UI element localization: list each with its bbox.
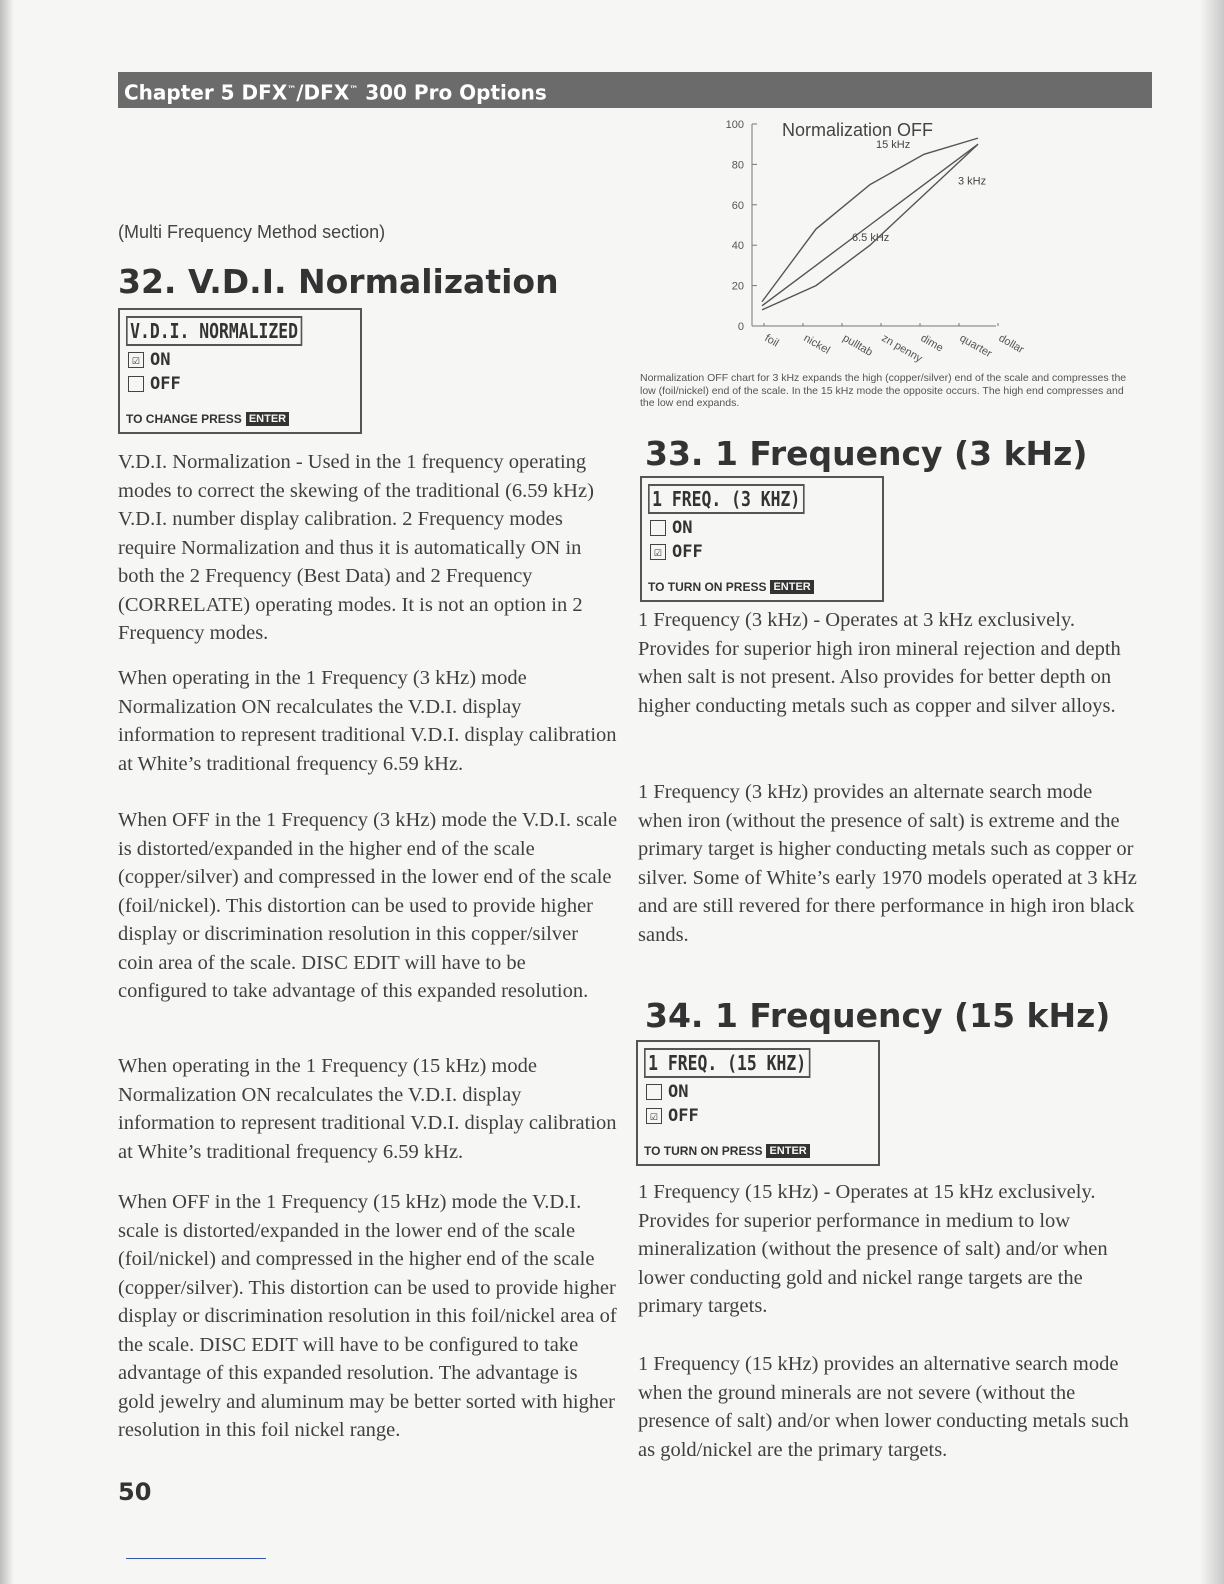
lcd-title: V.D.I. NORMALIZED xyxy=(126,316,302,346)
chart-title: Normalization OFF xyxy=(782,120,934,140)
x-tick-label: quarter xyxy=(957,332,994,361)
lcd-option-off: OFF xyxy=(128,374,181,394)
lcd-footer: TO TURN ON PRESS ENTER xyxy=(644,1144,810,1158)
lcd-1-freq-15khz xyxy=(636,1040,880,1166)
heading-1-frequency-15khz: 34. 1 Frequency (15 kHz) xyxy=(645,996,1111,1035)
enter-key: ENTER xyxy=(246,412,289,426)
lcd-option-on: ☑ ON xyxy=(128,350,170,370)
lcd-option-off: ☑ OFF xyxy=(650,542,703,562)
page-edge-left xyxy=(0,0,14,1584)
normalization-chart xyxy=(700,108,1026,370)
series-line xyxy=(762,138,978,302)
series-label: 15 kHz xyxy=(876,139,911,152)
chapter-header: Chapter 5 DFX™/DFX™ 300 Pro Options xyxy=(118,72,1152,108)
checkbox-icon: ☑ xyxy=(646,1108,662,1124)
y-tick-label: 100 xyxy=(725,119,744,131)
checkbox-icon xyxy=(128,376,144,392)
lcd-option-on: ON xyxy=(646,1082,688,1102)
x-tick-label: dime xyxy=(918,332,946,355)
paragraph: V.D.I. Normalization - Used in the 1 frequency operating modes to correct the skewing of the traditional (6.59 kHz) V.D.I. number display calibration. 2 Frequency modes require Normalization and thus it is automatically ON in both the 2 Frequency (Best Data) and 2 Frequency (CORRELATE) operating modes. It is not an option in 2 Frequency modes. xyxy=(118,451,594,644)
lcd-1-freq-3khz xyxy=(640,476,884,602)
checkbox-icon: ☑ xyxy=(128,352,144,368)
series-line xyxy=(762,144,978,306)
x-tick-label: zn penny xyxy=(879,332,925,365)
paragraph: When OFF in the 1 Frequency (15 kHz) mode the V.D.I. scale is distorted/expanded in the lower end of the scale (foil/nickel) and compressed in the higher end of the scale (copper/silver). This distortion can be used to provide higher display or discrimination resolution in this foil/nickel area of the scale. DISC EDIT will have to be configured to take advantage of this expanded resolution. The advantage is gold jewelry and aluminum may be better sorted with higher resolution in this foil nickel range. xyxy=(118,1191,617,1441)
section-note: (Multi Frequency Method section) xyxy=(118,222,386,242)
checkbox-icon xyxy=(650,520,666,536)
lcd-title: 1 FREQ. (3 KHZ) xyxy=(648,484,804,514)
y-tick-label: 40 xyxy=(731,240,744,253)
x-tick-label: dollar xyxy=(996,332,1026,357)
enter-key: ENTER xyxy=(766,1144,809,1158)
checkbox-icon: ☑ xyxy=(650,544,666,560)
heading-1-frequency-3khz: 33. 1 Frequency (3 kHz) xyxy=(645,434,1088,473)
paragraph: 1 Frequency (3 kHz) provides an alternate search mode when iron (without the presence of salt) is extreme and the primary target is higher conducting metals such as copper or silver. Some of White’s early 1970 models operated at 3 kHz and are still revered for there performance in high iron black sands. xyxy=(638,781,1137,946)
page-edge-right xyxy=(1200,0,1224,1584)
paragraph: 1 Frequency (15 kHz) provides an alternative search mode when the ground minerals are not severe (without the presence of salt) and/or when lower conducting metals such as gold/nickel are the primary targets. xyxy=(638,1353,1129,1461)
heading-vdi-normalization: 32. V.D.I. Normalization xyxy=(118,262,559,301)
series-label: 3 kHz xyxy=(958,175,987,188)
footer-rule xyxy=(126,1558,266,1559)
page-number: 50 xyxy=(118,1478,152,1506)
enter-key: ENTER xyxy=(770,580,813,594)
checkbox-icon xyxy=(646,1084,662,1100)
paragraph: 1 Frequency (3 kHz) - Operates at 3 kHz exclusively. Provides for superior high iron mineral rejection and depth when salt is not present. Also provides for better depth on higher conducting metals such as copper and silver alloys. xyxy=(638,609,1121,717)
x-tick-label: foil xyxy=(762,332,781,350)
lcd-title: 1 FREQ. (15 KHZ) xyxy=(644,1048,810,1078)
lcd-option-on: ON xyxy=(650,518,692,538)
x-tick-label: pulltab xyxy=(840,332,875,359)
lcd-footer: TO CHANGE PRESS ENTER xyxy=(126,412,289,426)
chart-caption: Normalization OFF chart for 3 kHz expands the high (copper/silver) end of the scale and compresses the low (foil/nickel) end of the scale. In the 15 kHz mode the opposite occurs. The high end compresses and the low end expands. xyxy=(640,372,1127,409)
paragraph: When OFF in the 1 Frequency (3 kHz) mode the V.D.I. scale is distorted/expanded in the higher end of the scale (copper/silver) and compressed in the lower end of the scale (foil/nickel). This distortion can be used to provide higher display or discrimination resolution in this copper/silver coin area of the scale. DISC EDIT will have to be configured to take advantage of this expanded resolution. xyxy=(118,809,618,1002)
y-tick-label: 20 xyxy=(731,280,744,293)
y-tick-label: 0 xyxy=(737,321,744,333)
y-tick-label: 80 xyxy=(731,159,744,172)
lcd-vdi-normalized xyxy=(118,308,362,434)
y-tick-label: 60 xyxy=(731,199,744,212)
paragraph: When operating in the 1 Frequency (15 kHz) mode Normalization ON recalculates the V.D.I. display information to represent traditional V.D.I. display calibration at White’s traditional frequency 6.59 kHz. xyxy=(118,1055,617,1163)
series-label: 6.5 kHz xyxy=(852,232,890,245)
lcd-option-off: ☑ OFF xyxy=(646,1106,699,1126)
paragraph: When operating in the 1 Frequency (3 kHz) mode Normalization ON recalculates the V.D.I. display information to represent traditional V.D.I. display calibration at White’s traditional frequency 6.59 kHz. xyxy=(118,667,617,775)
lcd-footer: TO TURN ON PRESS ENTER xyxy=(648,580,814,594)
x-tick-label: nickel xyxy=(801,332,832,357)
paragraph: 1 Frequency (15 kHz) - Operates at 15 kHz exclusively. Provides for superior performance in medium to low mineralization (without the presence of salt) and/or when lower conducting gold and nickel range targets are the primary targets. xyxy=(638,1181,1108,1317)
